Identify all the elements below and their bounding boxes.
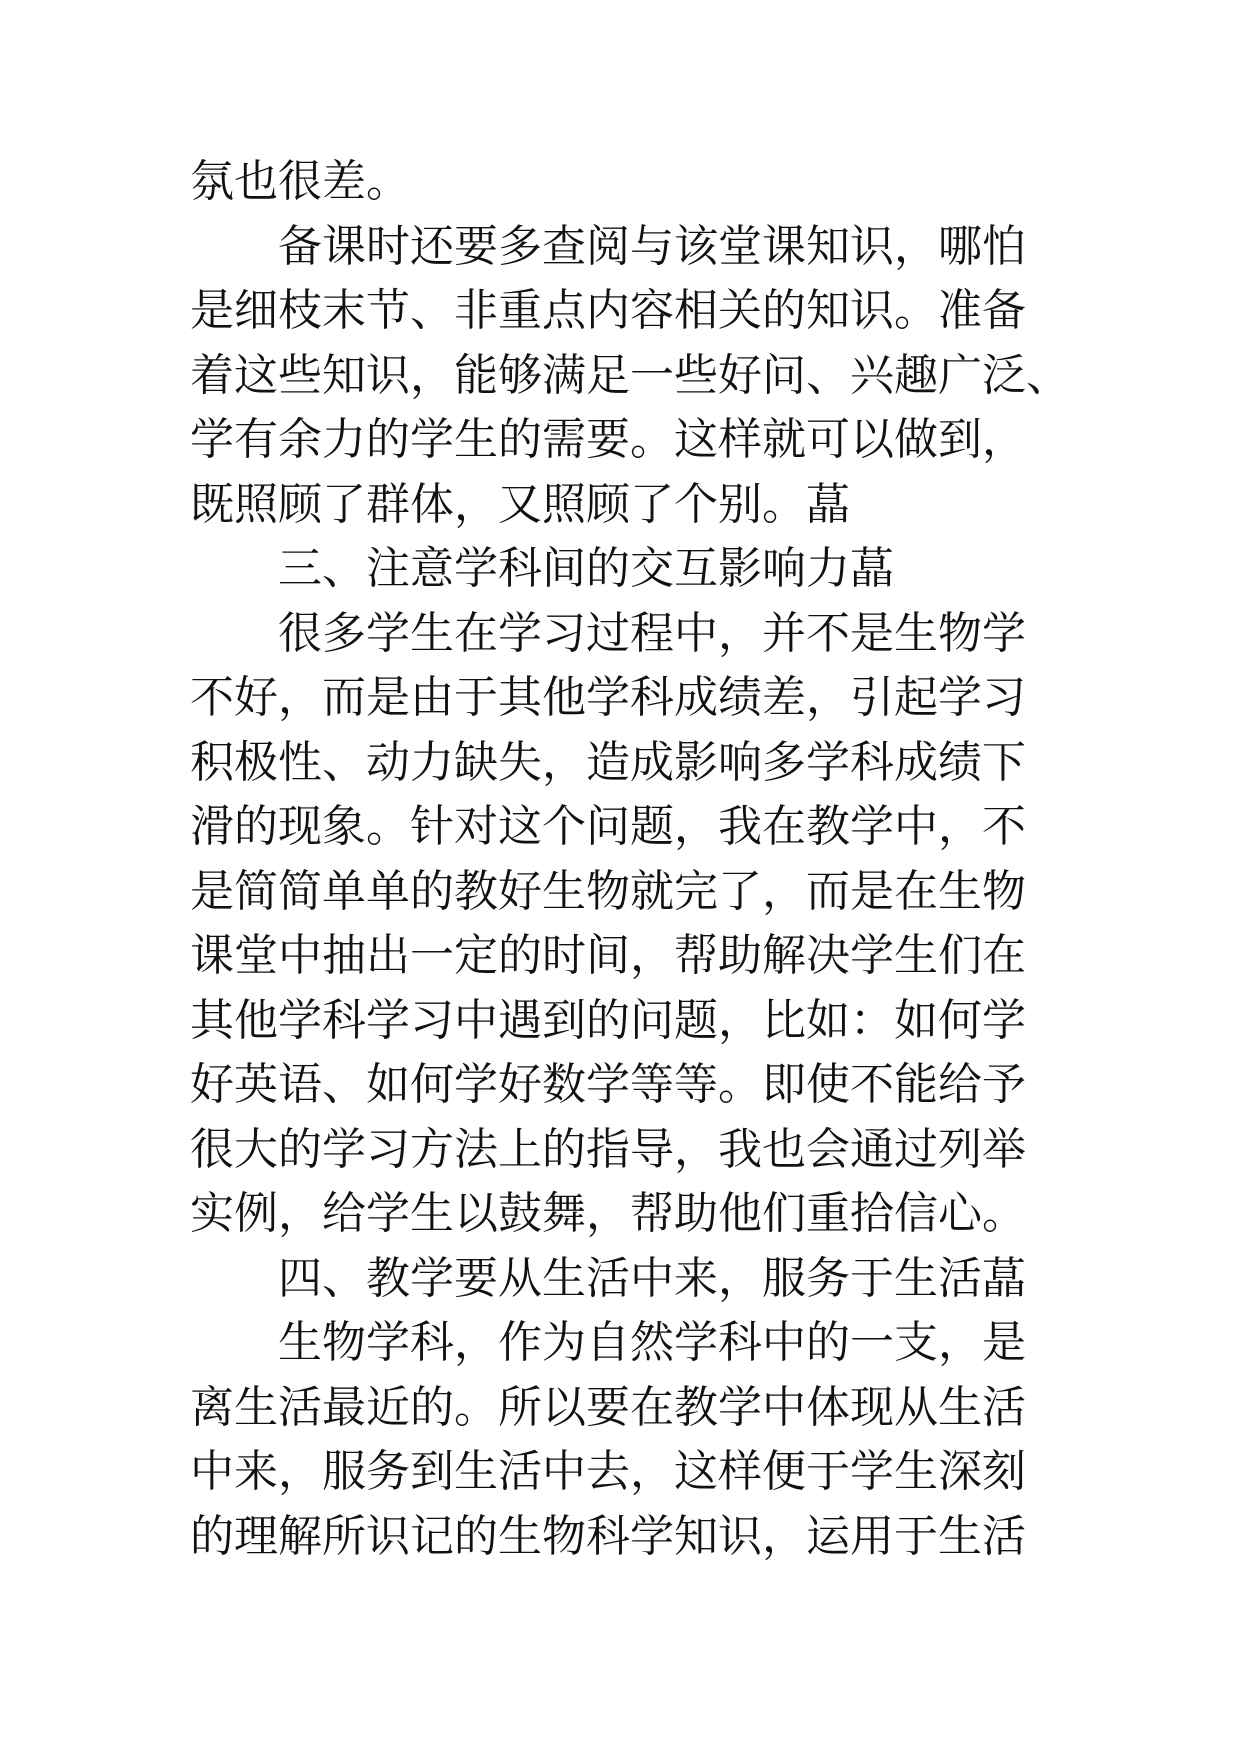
- text-line: 氛也很差。: [190, 156, 410, 207]
- text-line: 生物学科，作为自然学科中的一支，是: [190, 1317, 1026, 1368]
- text-line: 中来，服务到生活中去，这样便于学生深刻: [190, 1446, 1026, 1497]
- section-heading: 三、注意学科间的交互影响力蕌: [190, 543, 894, 594]
- text-line: 滑的现象。针对这个问题，我在教学中，不: [190, 801, 1026, 852]
- text-line: 不好，而是由于其他学科成绩差，引起学习: [190, 672, 1026, 723]
- text-line: 很多学生在学习过程中，并不是生物学: [190, 607, 1026, 659]
- text-line: 很大的学习方法上的指导，我也会通过列举: [190, 1123, 1026, 1175]
- text-line: 课堂中抽出一定的时间，帮助解决学生们在: [190, 930, 1026, 981]
- text-line: 离生活最近的。所以要在教学中体现从生活: [190, 1381, 1026, 1433]
- text-line: 是简简单单的教好生物就完了，而是在生物: [190, 865, 1026, 917]
- body-text: [190, 150, 1070, 1569]
- text-line: 学有余力的学生的需要。这样就可以做到，: [190, 414, 1026, 465]
- text-line: 实例，给学生以鼓舞，帮助他们重拾信心。: [190, 1188, 1026, 1239]
- text-line: 着这些知识，能够满足一些好问、兴趣广泛、: [190, 349, 1070, 401]
- text-line: 备课时还要多查阅与该堂课知识，哪怕: [190, 220, 1026, 272]
- text-line: 其他学科学习中遇到的问题，比如：如何学: [190, 994, 1026, 1046]
- text-line: 既照顾了群体，又照顾了个别。蕌: [190, 478, 850, 530]
- text-line: 好英语、如何学好数学等等。即使不能给予: [190, 1059, 1026, 1110]
- section-heading: 四、教学要从生活中来，服务于生活蕌: [190, 1252, 1026, 1304]
- text-line: 的理解所识记的生物科学知识，运用于生活: [190, 1510, 1026, 1562]
- text-line: 积极性、动力缺失，造成影响多学科成绩下: [190, 736, 1026, 788]
- text-line: 是细枝末节、非重点内容相关的知识。准备: [190, 285, 1026, 336]
